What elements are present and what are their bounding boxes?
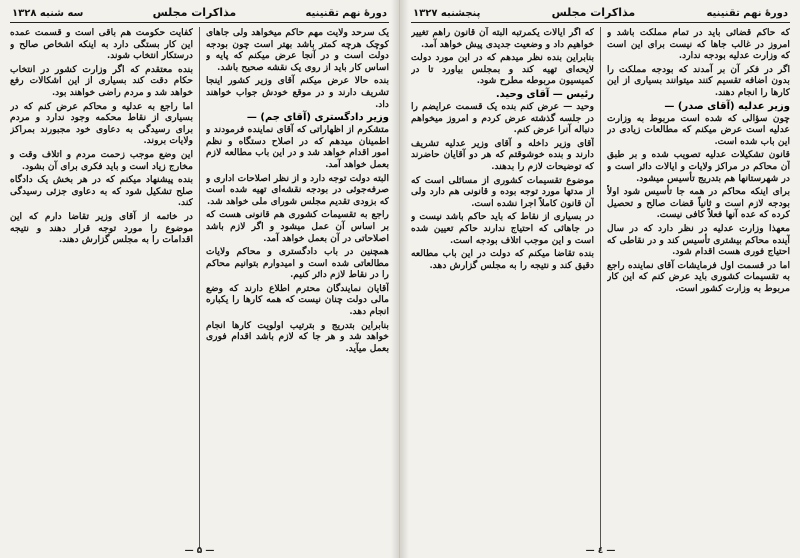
paragraph: بنابراین بتدریج و بترتیب اولویت کارها انجام خواهد شد و هر جا که لازم باشد اقدام فوری بعمل میآید. — [205, 319, 389, 354]
right-page-column-left — [411, 27, 594, 549]
paragraph: که حاکم قضائی باید در تمام مملکت باشد و امروز در غالب جاها که نیست برای این است که وزارت عدلیه بودجه ندارد. — [606, 27, 790, 62]
paragraph: بنده تقاضا میکنم که دولت در این باب مطالعه دقیق کند و نتیجه را به مجلس گزارش دهد. — [411, 248, 595, 271]
paragraph: برای اینکه محاکم در همه جا تأسیس شود اولاً بودجه لازم است و ثانیاً قضات صالح و تحصیل کرده که عده آنها فعلاً کافی نیست. — [606, 186, 790, 221]
paragraph: البته دولت توجه دارد و از نظر اصلاحات اداری و صرفه‌جوئی در بودجه نقشه‌ای تهیه شده است که بزودی تقدیم مجلس شورای ملی خواهد شد. — [205, 172, 389, 207]
paragraph: در بسیاری از نقاط که باید حاکم باشد نیست و در جاهائی که احتیاج ندارند حاکم تعیین شده است و این موجب اتلاف بودجه است. — [411, 211, 595, 246]
left-page-number: — ۵ — — [184, 546, 215, 556]
paragraph: بنده پیشنهاد میکنم که در هر بخش یک دادگاه صلح تشکیل شود که به دعاوی جزئی رسیدگی کند. — [10, 174, 194, 209]
speaker-heading: وزیر دادگستری (آقای جم) — — [246, 112, 389, 124]
paragraph: اما در قسمت اول فرمایشات آقای نماینده راجع به تقسیمات کشوری باید عرض کنم که این کار مربوط به وزارت کشور است. — [606, 259, 790, 294]
paragraph: متشکرم از اظهاراتی که آقای نماینده فرمودند و اطمینان میدهم که در اصلاح دستگاه و نظم امور اقدام خواهد شد و در این باب مطالعه لازم بعمل خواهد آمد. — [205, 124, 389, 170]
left-header-volume: دورهٔ نهم تقنینیه — [305, 8, 387, 19]
gutter-shadow — [391, 0, 399, 558]
left-page-header — [10, 6, 389, 23]
left-page-columns — [10, 27, 389, 549]
left-page-column-left — [10, 27, 193, 549]
paragraph: این وضع موجب زحمت مردم و اتلاف وقت و مخارج زیاد است و باید فکری برای آن بشود. — [10, 148, 194, 172]
paragraph: در خاتمه از آقای وزیر تقاضا دارم که این موضوع را مورد توجه قرار دهند و نتیجه اقدامات را به مجلس گزارش دهند. — [10, 210, 194, 246]
gutter-shadow — [401, 0, 409, 558]
paragraph: معهذا وزارت عدلیه در نظر دارد که در سال آینده محاکم بیشتری تأسیس کند و در نقاطی که احتیاج فوری هست اقدام شود. — [606, 222, 790, 258]
right-page-number: — ٤ — — [585, 546, 616, 556]
right-header-title: مذاکرات مجلس — [551, 6, 636, 19]
right-page-column-right — [607, 27, 790, 549]
paragraph: بنابراین بنده نظر میدهم که در این مورد دولت لایحه‌ای تهیه کند و بمجلس بیاورد تا در کمیسیون مربوطه مطرح شود. — [411, 52, 595, 87]
right-header-volume: دورهٔ نهم تقنینیه — [706, 8, 788, 19]
paragraph: اگر در فکر آن بر آمدند که بودجه مملکت را بدون اضافه تقسیم کنند میتوانند بسیاری از این کارها را انجام دهند. — [606, 63, 790, 98]
left-header-title: مذاکرات مجلس — [152, 6, 237, 19]
right-page-header — [411, 6, 790, 23]
paragraph: راجع به تقسیمات کشوری هم قانونی هست که بر اساس آن عمل میشود و اگر لازم باشد اصلاحاتی در آن بعمل خواهد آمد. — [205, 209, 389, 244]
paragraph: آقایان نمایندگان محترم اطلاع دارند که وضع مالی دولت چنان نیست که همه کارها را یکباره انجام دهد. — [205, 282, 389, 318]
speaker-heading: وزیر عدلیه (آقای صدر) — — [664, 100, 790, 112]
paragraph: همچنین در باب دادگستری و محاکم ولایات مطالعاتی شده است و امیدوارم بتوانیم محاکم را در نقاط لازم دائر کنیم. — [205, 246, 389, 281]
paragraph: وحید — عرض کنم بنده یک قسمت عرایضم را در جلسه گذشته عرض کردم و امروز میخواهم دنباله آنرا عرض کنم. — [411, 100, 595, 136]
left-page-column-right — [206, 27, 389, 549]
paragraph: قانون تشکیلات عدلیه تصویب شده و بر طبق آن محاکم در مراکز ولایات و ایالات دائر است و در شهرستانها هم بتدریج تأسیس میشود. — [606, 149, 790, 184]
paragraph: بنده حالا عرض میکنم آقای وزیر کشور اینجا تشریف دارند و در موقع خودش جواب خواهند داد. — [205, 75, 389, 110]
right-page — [400, 0, 800, 558]
paragraph: اما راجع به عدلیه و محاکم عرض کنم که در بسیاری از نقاط محکمه وجود ندارد و مردم برای رسیدگی به دعاوی خود مجبورند بمراکز ولایات بروند. — [10, 100, 194, 147]
paragraph: یک سرحد ولایت مهم حاکم میخواهد ولی جاهای کوچک هرچه کمتر باشد بهتر است چون بودجه دولت است و در آنجا عرض میکنم که پایه و اساس کار باید از روی یک نقشه صحیح باشد. — [205, 27, 389, 73]
paragraph: چون سؤالی که شده است مربوط به وزارت عدلیه است عرض میکنم که مطالعات زیادی در این باب شده است. — [606, 112, 790, 147]
paragraph: که اگر ایالات یکمرتبه البته آن قانون راهم تغییر خواهیم داد و وضعیت جدیدی پیش خواهد آمد. — [411, 27, 595, 50]
right-page-columns — [411, 27, 790, 549]
speaker-heading: رئیس — آقای وحید. — [495, 88, 595, 100]
paragraph: بنده معتقدم که اگر وزارت کشور در انتخاب حکام دقت کند بسیاری از این اشکالات رفع خواهد شد و مردم راضی خواهند بود. — [10, 63, 194, 98]
left-header-date: سه شنبه ۱۳۲۸ — [12, 8, 84, 19]
paragraph: موضوع تقسیمات کشوری از مسائلی است که از مدتها مورد توجه بوده و قانونی هم دارد ولی آن قانون کاملاً اجرا نشده است. — [411, 174, 595, 209]
column-divider — [600, 27, 601, 549]
paragraph: آقای وزیر داخله و آقای وزیر عدلیه تشریف دارند و بنده خوشوقتم که هر دو آقایان حاضرند که توضیحات لازم را بدهند. — [411, 137, 595, 172]
right-header-date: پنجشنبه ۱۳۲۷ — [413, 8, 481, 19]
paragraph: کفایت حکومت هم باقی است و قسمت عمده این کار بستگی دارد به اینکه اشخاص صالح و درستکار انتخاب شوند. — [10, 27, 194, 62]
column-divider — [199, 27, 200, 549]
